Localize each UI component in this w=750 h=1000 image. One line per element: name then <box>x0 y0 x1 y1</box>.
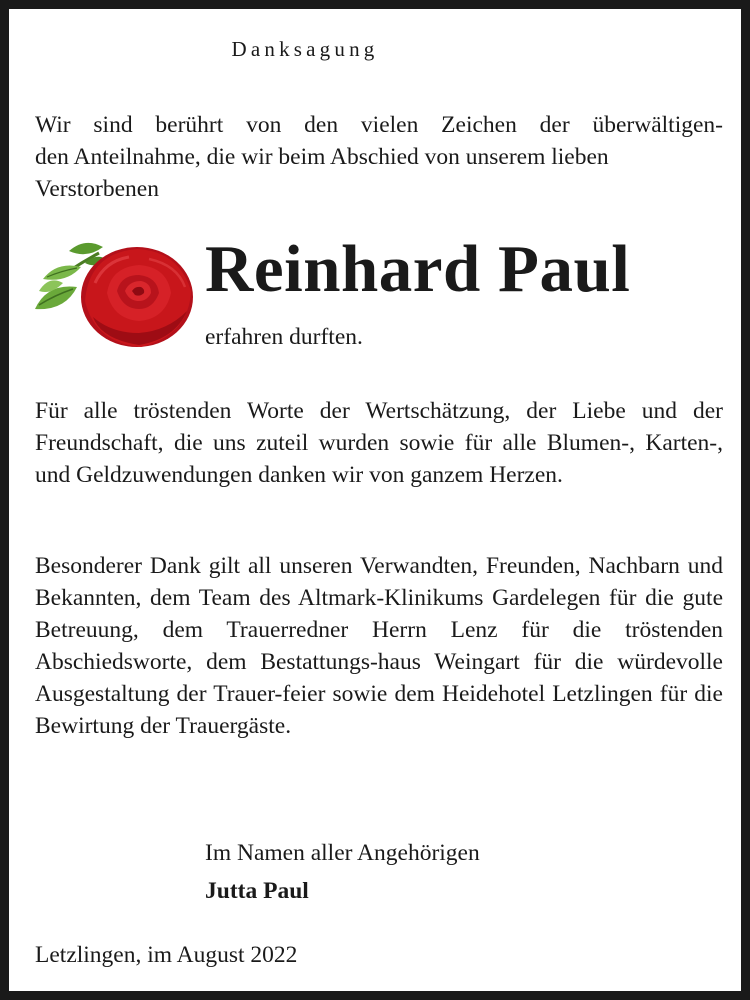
closing-block <box>205 834 480 910</box>
intro-line-rest: den Anteilnahme, die wir beim Abschied von unserem lieben Verstorbenen <box>35 144 609 202</box>
deceased-name: Reinhard Paul <box>205 232 631 306</box>
intro-line-first: Wir sind berührt von den vielen Zeichen der überwältigen- <box>35 112 723 138</box>
signer-name: Jutta Paul <box>205 878 309 904</box>
thanks-paragraph-2: Besonderer Dank gilt all unseren Verwandten, Freunden, Nachbarn und Bekannten, dem Team des Altmark-Klinikums Gardelegen für die gute Betreuung, dem Trauerredner Herrn Lenz für die tröstenden Abschiedsworte, dem Bestattungs-haus Weingart für die würdevolle Ausgestaltung der Trauer-feier sowie dem Heidehotel Letzlingen für die Bewirtung der Trauergäste. <box>35 553 723 739</box>
name-continuation: erfahren durften. <box>205 324 363 350</box>
intro-text <box>35 109 723 205</box>
thanks-paragraph-1: Für alle tröstenden Worte der Wertschätzung, der Liebe und der Freundschaft, die uns zuteil wurden sowie für alle Blumen-, Karten-, und Geldzuwendungen danken wir von ganzem Herzen. <box>35 398 723 488</box>
notice-title: Danksagung <box>231 37 379 61</box>
red-rose-icon <box>29 231 199 353</box>
closing-line: Im Namen aller Angehörigen <box>205 840 480 866</box>
place-date: Letzlingen, im August 2022 <box>35 942 298 968</box>
